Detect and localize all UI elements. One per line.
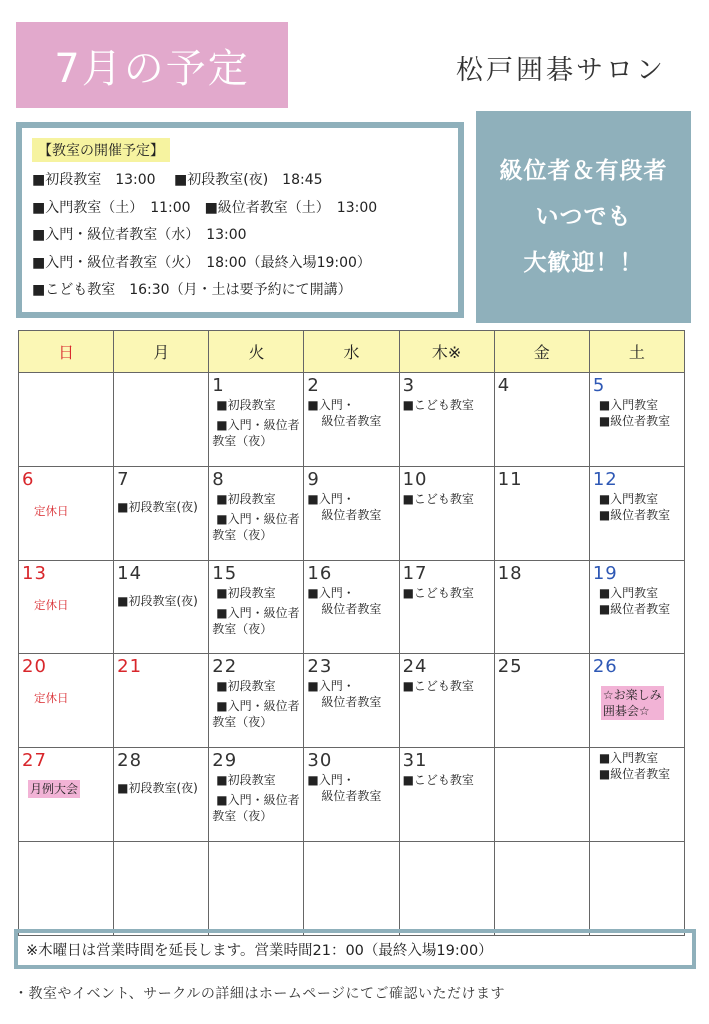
event-entry: 教室（夜）: [212, 809, 273, 824]
calendar-week-row: [19, 466, 685, 560]
welcome-line: 大歓迎！！: [523, 250, 644, 276]
event-entry: 級位者教室: [321, 695, 382, 710]
event-entry: ■初段教室: [216, 491, 276, 506]
schedule-line: ■初段教室 13:00 ■初段教室(夜) 18:45: [32, 172, 323, 188]
calendar-day-cell: [589, 560, 684, 654]
event-entry: ■初段教室(夜): [117, 781, 198, 796]
special-event-tag: [601, 686, 664, 720]
event-entry: ■こども教室: [402, 679, 474, 694]
event-entry: 教室（夜）: [212, 715, 273, 730]
event-entry: ■級位者教室: [598, 507, 671, 522]
calendar-day-cell: [399, 560, 494, 654]
day-number: 2: [307, 375, 320, 396]
event-entry: ■こども教室: [402, 491, 474, 506]
day-number: 10: [402, 468, 428, 490]
calendar-day-cell: [209, 466, 304, 560]
event-entry: ■級位者教室: [598, 767, 671, 782]
tag-line: 囲碁会☆: [602, 704, 650, 719]
event-entry: ■入門教室: [598, 398, 659, 412]
event-entry: ■入門・級位者: [216, 511, 300, 526]
event-entry: ■入門・級位者: [216, 418, 300, 432]
weekday-friday: 金: [494, 331, 589, 373]
day-number: 20: [22, 656, 47, 678]
day-number: 25: [497, 656, 523, 678]
day-number: 24: [402, 656, 428, 678]
day-number: 11: [497, 468, 523, 490]
calendar-day-cell: [494, 654, 589, 748]
day-number: 16: [307, 562, 333, 584]
day-number: 4: [497, 375, 511, 396]
monthly-tournament-tag: [28, 780, 80, 798]
calendar-day-cell: [114, 373, 209, 467]
tag-line: ☆お楽しみ: [602, 688, 662, 703]
calendar-day-cell: [114, 466, 209, 560]
day-number: 26: [592, 656, 618, 678]
calendar-day-cell: [304, 841, 399, 935]
calendar-day-cell: [399, 654, 494, 748]
calendar-day-cell: [114, 748, 209, 842]
event-entry: ■級位者教室: [598, 601, 671, 616]
calendar-day-cell: [589, 466, 684, 560]
calendar-day-cell: [304, 373, 399, 467]
calendar-day-cell: [589, 654, 684, 748]
event-entry: ■初段教室: [216, 398, 276, 412]
calendar-day-cell: [114, 841, 209, 935]
calendar-day-cell: [399, 748, 494, 842]
event-entry: ■入門教室: [598, 585, 659, 600]
calendar-day-cell: [494, 841, 589, 935]
calendar-table: [18, 330, 685, 936]
event-entry: ■こども教室: [402, 773, 474, 788]
weekday-monday: 月: [114, 331, 209, 373]
calendar-day-cell: [304, 748, 399, 842]
day-number: 18: [497, 562, 523, 584]
event-entry: ■入門・級位者: [216, 605, 300, 620]
calendar-day-cell: [494, 466, 589, 560]
day-number: 15: [212, 562, 238, 584]
day-number: 27: [22, 750, 47, 772]
event-entry: 級位者教室: [321, 414, 382, 428]
calendar-day-cell: [209, 560, 304, 654]
event-entry: 教室（夜）: [212, 621, 273, 636]
day-number: 9: [307, 468, 320, 490]
calendar-week-row: [19, 373, 685, 467]
event-entry: 級位者教室: [321, 789, 382, 804]
event-entry: ■初段教室: [216, 585, 276, 600]
day-number: 13: [22, 562, 47, 584]
event-entry: ■級位者教室: [598, 414, 671, 428]
schedule-line: ■入門・級位者教室（火） 18:00（最終入場19:00）: [32, 254, 371, 271]
day-number: 1: [212, 375, 225, 396]
day-number: 21: [117, 656, 143, 678]
schedule-heading: 【教室の開催予定】: [32, 138, 170, 162]
event-entry: 教室（夜）: [212, 527, 273, 542]
holiday-label: 定休日: [34, 503, 69, 518]
weekday-sunday: 日: [19, 331, 114, 373]
welcome-line: 級位者＆有段者: [499, 158, 668, 184]
calendar-day-cell: [399, 466, 494, 560]
weekday-thursday: 木※: [399, 331, 494, 373]
calendar-day-cell: [209, 841, 304, 935]
weekday-saturday: 土: [589, 331, 684, 373]
calendar-day-cell: [589, 841, 684, 935]
event-entry: ■入門・級位者: [216, 793, 300, 808]
event-entry: ■入門・級位者: [216, 699, 300, 714]
day-number: 17: [402, 562, 428, 584]
footer-text: ・教室やイベント、サークルの詳細はホームページにてご確認いただけます: [14, 986, 506, 1002]
day-number: 31: [402, 750, 428, 772]
calendar-day-cell: [494, 748, 589, 842]
day-number: 14: [117, 562, 143, 584]
event-entry: 級位者教室: [321, 601, 382, 616]
calendar-day-cell: [209, 654, 304, 748]
weekday-wednesday: 水: [304, 331, 399, 373]
calendar-week-row: [19, 560, 685, 654]
salon-name: 松戸囲碁サロン: [456, 55, 666, 86]
page-title: 7月の予定: [16, 22, 288, 108]
event-entry: ■こども教室: [402, 585, 474, 600]
calendar-day-cell: [399, 841, 494, 935]
calendar-day-cell: [209, 748, 304, 842]
day-number: 5: [592, 375, 606, 396]
calendar-day-cell: [19, 373, 114, 467]
event-entry: ■初段教室(夜): [117, 499, 198, 514]
day-number: 23: [307, 656, 333, 678]
thursday-hours-note: ※木曜日は営業時間を延長します。営業時間21：00（最終入場19:00）: [14, 929, 696, 969]
holiday-label: 定休日: [34, 597, 69, 612]
event-entry: ■初段教室: [216, 679, 276, 694]
weekday-tuesday: 火: [209, 331, 304, 373]
calendar-day-cell: [114, 654, 209, 748]
schedule-line: ■入門・級位者教室（水） 13:00: [32, 227, 247, 243]
welcome-banner: [476, 111, 691, 323]
class-schedule-box: [16, 122, 464, 318]
day-number: 29: [212, 750, 238, 772]
day-number: 22: [212, 656, 238, 678]
calendar-day-cell: [19, 748, 114, 842]
weekday-header-row: [19, 331, 685, 373]
day-number: 30: [307, 750, 333, 772]
calendar-day-cell: [19, 654, 114, 748]
day-number: 12: [592, 468, 618, 490]
calendar-day-cell: [399, 373, 494, 467]
event-entry: ■こども教室: [402, 398, 474, 412]
calendar-day-cell: [494, 373, 589, 467]
event-entry: ■入門教室: [598, 491, 659, 506]
calendar-day-cell: [589, 748, 684, 842]
calendar-day-cell: [114, 560, 209, 654]
calendar-day-cell: [19, 466, 114, 560]
calendar-day-cell: [19, 841, 114, 935]
day-number: 7: [117, 468, 130, 490]
event-entry: ■初段教室(夜): [117, 593, 198, 608]
day-number: 8: [212, 468, 225, 490]
day-number: 3: [402, 375, 416, 396]
calendar-day-cell: [494, 560, 589, 654]
event-entry: ■入門・: [307, 491, 355, 506]
event-entry: ■入門・: [307, 679, 355, 694]
day-number: 28: [117, 750, 143, 772]
event-entry: 級位者教室: [321, 507, 382, 522]
event-entry: ■初段教室: [216, 773, 276, 788]
calendar-week-row: [19, 841, 685, 935]
calendar-day-cell: [304, 466, 399, 560]
tag-line: 月例大会: [30, 782, 79, 797]
welcome-line: いつでも: [535, 204, 632, 230]
schedule-line: ■こども教室 16:30（月・土は要予約にて開講）: [32, 282, 352, 298]
calendar-week-row: [19, 654, 685, 748]
holiday-label: 定休日: [34, 691, 69, 706]
calendar-day-cell: [19, 560, 114, 654]
event-entry: 教室（夜）: [212, 434, 273, 448]
schedule-line: ■入門教室（土） 11:00 ■級位者教室（土） 13:00: [32, 199, 378, 216]
event-entry: ■入門・: [307, 585, 355, 600]
day-number: 6: [22, 468, 35, 490]
calendar-day-cell: [304, 560, 399, 654]
calendar-week-row: [19, 748, 685, 842]
event-entry: ■入門・: [307, 398, 355, 412]
event-entry: ■入門・: [307, 773, 355, 788]
calendar-day-cell: [209, 373, 304, 467]
day-number: 19: [592, 562, 618, 584]
calendar-day-cell: [304, 654, 399, 748]
event-entry: ■入門教室: [598, 751, 659, 766]
calendar-day-cell: [589, 373, 684, 467]
